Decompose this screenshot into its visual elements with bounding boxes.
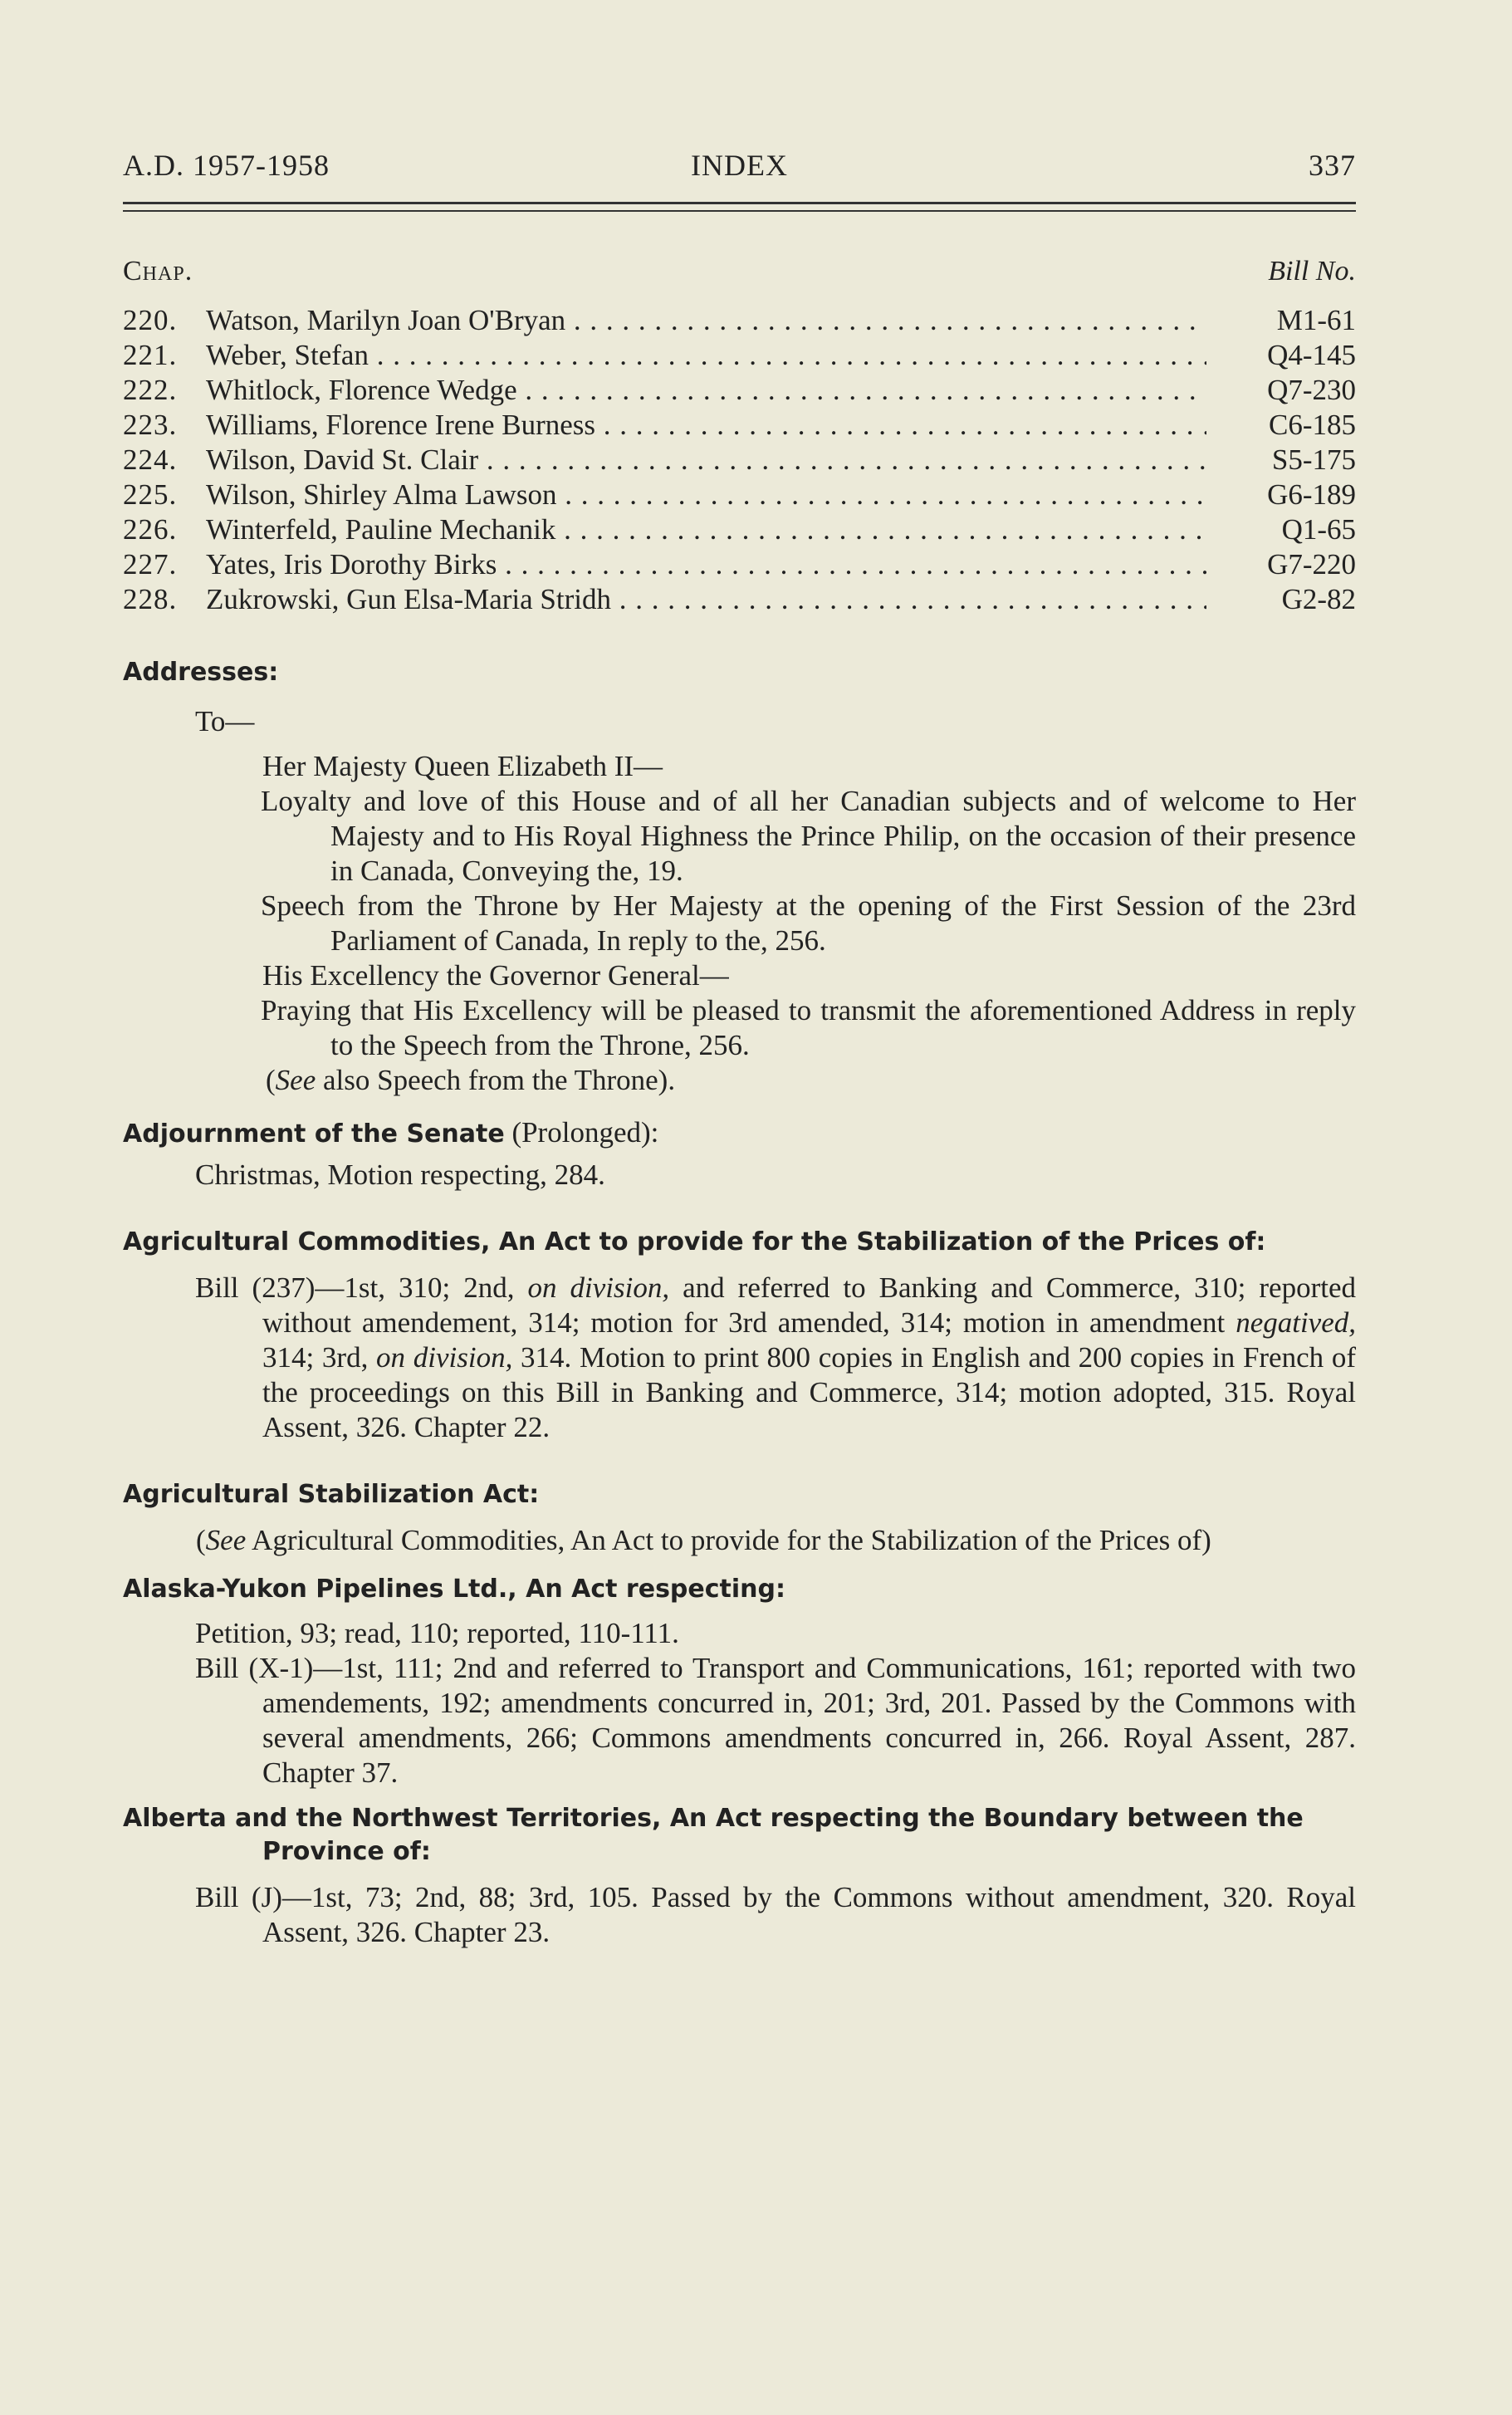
agricultural-commodities-heading: Agricultural Commodities, An Act to provide for the Stabilization of the Prices of: (123, 1227, 1266, 1256)
bill-text: 314. Motion to print 800 copies in English and 200 copies in French of the proceedings on this Bill in Banking and Commerce, 314; motion adopted, 315. Royal Assent, 326. Chapter 22. (262, 1341, 1356, 1443)
header-rule-top (123, 202, 1356, 204)
page-header (123, 148, 1356, 189)
see-word: See (205, 1524, 247, 1556)
chapter-number: 228. (123, 583, 178, 615)
bill-number: G6-189 (1267, 478, 1356, 511)
agricultural-stabilization-heading: Agricultural Stabilization Act: (123, 1480, 540, 1509)
chapter-entry (123, 408, 1356, 443)
chapter-name: Weber, Stefan . . . (206, 338, 1206, 373)
chapter-entry (123, 443, 1356, 478)
chapter-name: Wilson, David St. Clair . . . (206, 443, 1206, 478)
see-rest: also Speech from the Throne). (316, 1064, 676, 1096)
bill-text: and referred to Banking and Commerce, 310; reported without amendement, 314; motion for 3rd amended, 314; motion in amendment (262, 1271, 1357, 1339)
adjournment-heading-bold: Adjournment of the Senate (123, 1119, 505, 1149)
chapter-name: Wilson, Shirley Alma Lawson . . . (206, 478, 1206, 512)
chapter-number: 224. (123, 443, 178, 476)
chapter-entry (123, 512, 1356, 547)
agricultural-commodities-bill (123, 1271, 1356, 1445)
see-word: See (275, 1064, 316, 1096)
addresses-praying: Praying that His Excellency will be pleased to transmit the aforementioned Address in reply to the Speech from the Throne, 256. (261, 994, 1356, 1061)
bill-number: C6-185 (1269, 409, 1356, 441)
chapter-name: Whitlock, Florence Wedge . . . (206, 373, 1206, 408)
chapter-number: 227. (123, 548, 178, 580)
chapter-entry (123, 303, 1356, 338)
bill-text: 314; 3rd, (262, 1341, 377, 1374)
bill-number: G2-82 (1281, 583, 1356, 615)
header-rule-bottom (123, 210, 1356, 212)
adjournment-heading (123, 1116, 1356, 1151)
chapter-entry (123, 373, 1356, 408)
chapter-entry (123, 547, 1356, 582)
chapter-name: Zukrowski, Gun Elsa-Maria Stridh . . . (206, 582, 1206, 617)
addresses-governor: His Excellency the Governor General— (262, 959, 729, 992)
chapter-number: 220. (123, 304, 178, 336)
see-open: ( (196, 1524, 206, 1556)
bill-number: S5-175 (1271, 443, 1356, 476)
bill-text-italic: on division, (376, 1341, 513, 1374)
bill-number: G7-220 (1267, 548, 1356, 580)
addresses-see-also (266, 1063, 1356, 1098)
chap-column-heading: Chap. (123, 256, 193, 287)
chapter-entry (123, 582, 1356, 617)
addresses-to: To— (195, 705, 255, 737)
alaska-yukon-bill: Bill (X-1)—1st, 111; 2nd and referred to Transport and Communications, 161; reported with two amendements, 192; amendments concurred in, 201; 3rd, 201. Passed by the Commons with several amendments, 266; Commons amendments concurred in, 266. Royal Assent, 287. Chapter 37. (195, 1652, 1356, 1789)
index-body (123, 656, 1356, 1950)
header-years: A.D. 1957-1958 (123, 149, 330, 182)
see-open: ( (266, 1064, 276, 1096)
chapter-number: 226. (123, 513, 178, 546)
bill-number: Q4-145 (1267, 339, 1356, 371)
chapter-name: Watson, Marilyn Joan O'Bryan . . . (206, 303, 1206, 338)
bill-column-heading: Bill No. (1268, 256, 1356, 287)
bill-text-italic: on division, (527, 1271, 670, 1304)
agricultural-stabilization-see (123, 1523, 1356, 1558)
bill-number: M1-61 (1276, 304, 1356, 336)
chapter-number: 221. (123, 339, 178, 371)
bill-number: Q7-230 (1267, 374, 1356, 406)
chapter-name: Winterfeld, Pauline Mechanik . . . (206, 512, 1206, 547)
bill-text-italic: negatived, (1236, 1306, 1356, 1339)
chapter-entry (123, 478, 1356, 512)
chapter-name: Yates, Iris Dorothy Birks . . . (206, 547, 1206, 582)
alberta-heading: Alberta and the Northwest Territories, An Act respecting the Boundary between the Province of: (123, 1804, 1304, 1866)
column-headings (123, 256, 1356, 294)
chapter-number: 225. (123, 478, 178, 511)
chapter-list (123, 303, 1356, 617)
bill-number: Q1-65 (1281, 513, 1356, 546)
chapter-name: Williams, Florence Irene Burness . . . (206, 408, 1206, 443)
see-rest: Agricultural Commodities, An Act to provide for the Stabilization of the Prices of) (246, 1524, 1211, 1556)
chapter-number: 223. (123, 409, 178, 441)
page-number: 337 (1309, 149, 1356, 182)
header-title: INDEX (691, 149, 788, 182)
adjournment-heading-plain: (Prolonged): (504, 1116, 659, 1149)
alberta-bill: Bill (J)—1st, 73; 2nd, 88; 3rd, 105. Passed by the Commons without amendment, 320. Royal Assent, 326. Chapter 23. (195, 1881, 1356, 1948)
chapter-number: 222. (123, 374, 178, 406)
chapter-entry (123, 338, 1356, 373)
addresses-heading: Addresses: (123, 658, 279, 687)
alaska-yukon-heading: Alaska-Yukon Pipelines Ltd., An Act respecting: (123, 1575, 785, 1604)
addresses-queen: Her Majesty Queen Elizabeth II— (262, 750, 663, 782)
addresses-loyalty: Loyalty and love of this House and of all her Canadian subjects and of welcome to Her Majesty and to His Royal Highness the Prince Philip, on the occasion of their presence in Canada, Conveying the, 19. (261, 785, 1356, 887)
addresses-speech: Speech from the Throne by Her Majesty at the opening of the First Session of the 23rd Parliament of Canada, In reply to the, 256. (261, 889, 1356, 957)
adjournment-line: Christmas, Motion respecting, 284. (195, 1159, 605, 1191)
bill-text: Bill (237)—1st, 310; 2nd, (195, 1271, 528, 1304)
alaska-yukon-petition: Petition, 93; read, 110; reported, 110-111. (195, 1617, 679, 1649)
